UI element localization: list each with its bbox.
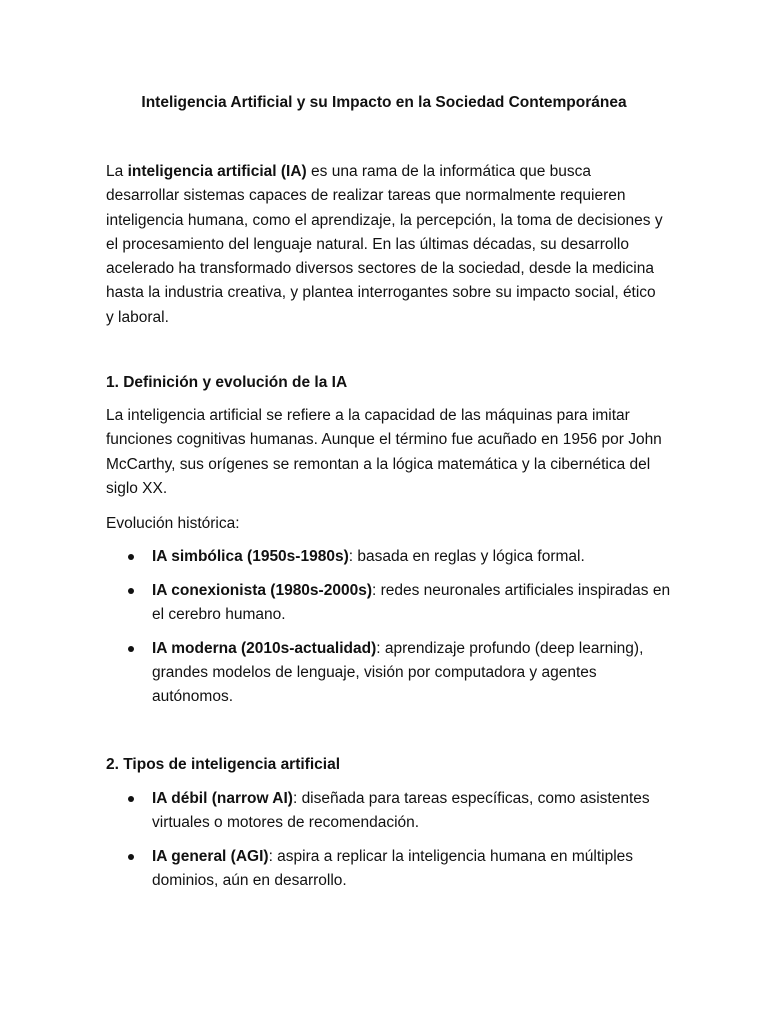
list-item-rest: : aprendizaje profundo (deep learning), grandes modelos de lenguaje, visión por computadora y agentes autónomos. (152, 640, 644, 705)
bullet-icon (128, 796, 134, 802)
list-item-text (152, 787, 672, 835)
section-1-paragraph: La inteligencia artificial se refiere a la capacidad de las máquinas para imitar funciones cognitivas humanas. Aunque el término fue acuñado en 1956 por John McCarthy, sus orígenes se remontan a la lógica matemática y la cibernética del siglo XX. (106, 407, 662, 497)
list-item-bold: IA moderna (2010s-actualidad) (152, 640, 377, 657)
bullet-icon (128, 646, 134, 652)
intro-paragraph (106, 160, 666, 330)
section-1-subheading: Evolución histórica: (106, 515, 240, 532)
section-2-heading: 2. Tipos de inteligencia artificial (106, 756, 341, 773)
document-title: Inteligencia Artificial y su Impacto en la Sociedad Contemporánea (141, 94, 627, 111)
list-item-text (152, 845, 672, 893)
list-item-bold: IA simbólica (1950s-1980s) (152, 548, 349, 565)
intro-lead: La (106, 163, 128, 180)
list-item-rest: : redes neuronales artificiales inspiradas en el cerebro humano. (152, 582, 671, 623)
list-item-text (152, 637, 672, 709)
list-item-bold: IA débil (narrow AI) (152, 790, 293, 807)
intro-rest: es una rama de la informática que busca desarrollar sistemas capaces de realizar tareas que normalmente requieren inteligencia humana, como el aprendizaje, la percepción, la toma de decisiones y el procesamiento del lenguaje natural. En las últimas décadas, su desarrollo acelerado ha transformado diversos sectores de la sociedad, desde la medicina hasta la industria creativa, y plantea interrogantes sobre su impacto social, ético y laboral. (106, 163, 663, 326)
bullet-icon (128, 854, 134, 860)
bullet-icon (128, 554, 134, 560)
intro-bold-term: inteligencia artificial (IA) (127, 163, 307, 180)
list-item-rest: : basada en reglas y lógica formal. (348, 548, 585, 565)
list-item-bold: IA conexionista (1980s-2000s) (152, 582, 372, 599)
list-item-bold: IA general (AGI) (152, 848, 269, 865)
list-item-rest: : aspira a replicar la inteligencia humana en múltiples dominios, aún en desarrollo. (152, 848, 634, 889)
list-item-rest: : diseñada para tareas específicas, como asistentes virtuales o motores de recomendación. (152, 790, 650, 831)
list-item-text (152, 545, 672, 569)
section-1-heading: 1. Definición y evolución de la IA (106, 374, 348, 391)
bullet-icon (128, 588, 134, 594)
list-item-text (152, 579, 672, 627)
